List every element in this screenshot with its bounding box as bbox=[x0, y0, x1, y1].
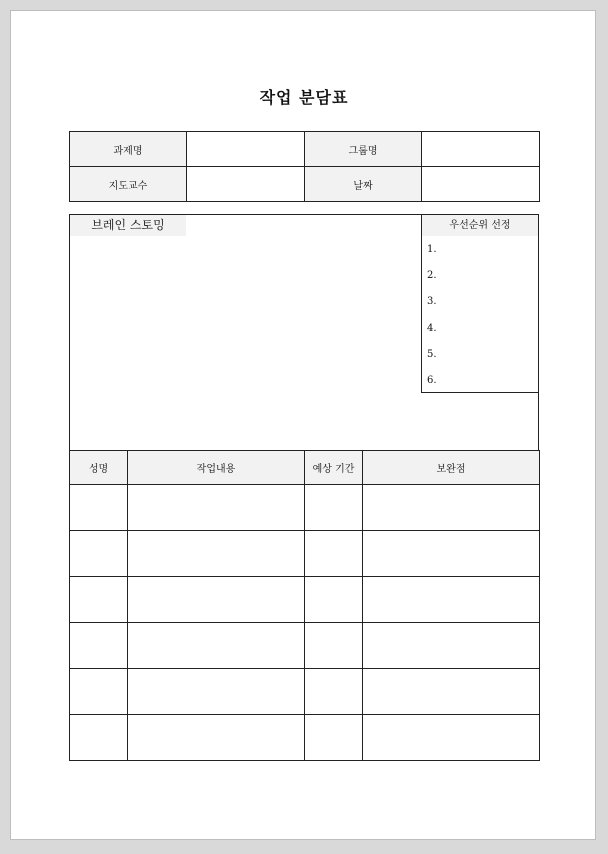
page-title: 작업 분담표 bbox=[259, 88, 349, 107]
group-name-label: 그룹명 bbox=[305, 132, 422, 167]
header-improvements: 보완점 bbox=[363, 451, 540, 485]
document-page bbox=[10, 10, 596, 840]
tasks-table bbox=[69, 450, 540, 761]
priority-item: 2. bbox=[427, 270, 437, 281]
name-cell[interactable] bbox=[70, 485, 128, 531]
header-task-content: 작업내용 bbox=[128, 451, 305, 485]
project-name-label: 과제명 bbox=[70, 132, 187, 167]
priority-item: 1. bbox=[427, 244, 437, 255]
header-expected-period: 예상 기간 bbox=[305, 451, 363, 485]
expected-period-cell[interactable] bbox=[305, 485, 363, 531]
project-name-field[interactable] bbox=[187, 132, 305, 167]
improvements-cell[interactable] bbox=[363, 577, 540, 623]
brainstorm-box[interactable] bbox=[69, 214, 539, 451]
task-content-cell[interactable] bbox=[128, 623, 305, 669]
task-content-cell[interactable] bbox=[128, 577, 305, 623]
table-row bbox=[70, 623, 540, 669]
improvements-cell[interactable] bbox=[363, 531, 540, 577]
table-row bbox=[70, 669, 540, 715]
table-row bbox=[70, 531, 540, 577]
task-content-cell[interactable] bbox=[128, 531, 305, 577]
date-label: 날짜 bbox=[305, 167, 422, 202]
improvements-cell[interactable] bbox=[363, 623, 540, 669]
improvements-cell[interactable] bbox=[363, 715, 540, 761]
expected-period-cell[interactable] bbox=[305, 715, 363, 761]
advisor-label: 지도교수 bbox=[70, 167, 187, 202]
date-field[interactable] bbox=[422, 167, 540, 202]
header-name: 성명 bbox=[70, 451, 128, 485]
expected-period-cell[interactable] bbox=[305, 623, 363, 669]
tasks-header-row bbox=[70, 451, 540, 485]
expected-period-cell[interactable] bbox=[305, 669, 363, 715]
table-row bbox=[70, 577, 540, 623]
group-name-field[interactable] bbox=[422, 132, 540, 167]
name-cell[interactable] bbox=[70, 715, 128, 761]
task-content-cell[interactable] bbox=[128, 485, 305, 531]
info-row bbox=[70, 132, 540, 167]
name-cell[interactable] bbox=[70, 669, 128, 715]
priority-item: 6. bbox=[427, 375, 437, 386]
expected-period-cell[interactable] bbox=[305, 531, 363, 577]
priority-item: 5. bbox=[427, 349, 437, 360]
task-content-cell[interactable] bbox=[128, 715, 305, 761]
table-row bbox=[70, 485, 540, 531]
name-cell[interactable] bbox=[70, 531, 128, 577]
name-cell[interactable] bbox=[70, 623, 128, 669]
priority-item: 4. bbox=[427, 323, 437, 334]
info-row bbox=[70, 167, 540, 202]
priority-item: 3. bbox=[427, 296, 437, 307]
improvements-cell[interactable] bbox=[363, 669, 540, 715]
task-content-cell[interactable] bbox=[128, 669, 305, 715]
priority-box[interactable] bbox=[421, 214, 539, 393]
table-row bbox=[70, 715, 540, 761]
improvements-cell[interactable] bbox=[363, 485, 540, 531]
priority-label: 우선순위 선정 bbox=[422, 215, 538, 236]
brainstorm-label: 브레인 스토밍 bbox=[70, 215, 186, 236]
info-table bbox=[69, 131, 540, 202]
expected-period-cell[interactable] bbox=[305, 577, 363, 623]
name-cell[interactable] bbox=[70, 577, 128, 623]
advisor-field[interactable] bbox=[187, 167, 305, 202]
